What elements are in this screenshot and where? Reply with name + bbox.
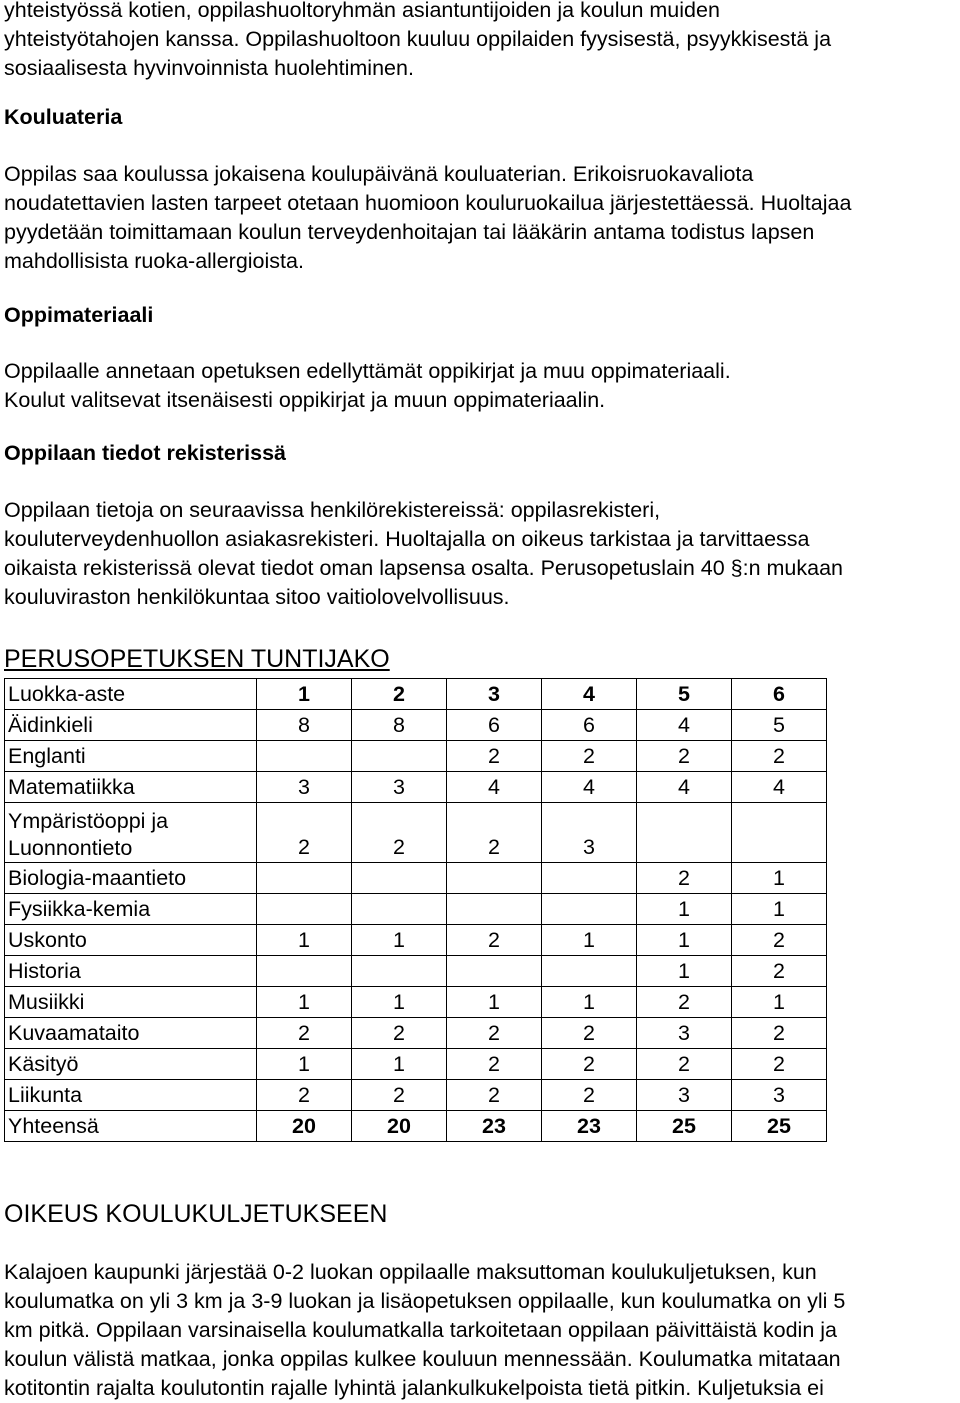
hours-cell: 2 xyxy=(352,1080,447,1111)
hours-cell xyxy=(447,863,542,894)
text-line: Oppilas saa koulussa jokaisena koulupäivänä kouluaterian. Erikoisruokavaliota xyxy=(4,162,754,186)
subject-cell xyxy=(5,772,257,803)
text-line: yhteistyötahojen kanssa. Oppilashuoltoon kuuluu oppilaiden fyysisestä, psyykkisestä ja xyxy=(4,27,832,51)
oppimateriaali-paragraph xyxy=(4,357,731,415)
text-line: Koulut valitsevat itsenäisesti oppikirjat ja muun oppimateriaalin. xyxy=(4,388,606,412)
text-line: Kalajoen kaupunki järjestää 0-2 luokan oppilaalle maksuttoman koulukuljetuksen, kun xyxy=(4,1260,817,1284)
hours-cell: 2 xyxy=(447,741,542,772)
hours-cell: 2 xyxy=(637,1049,732,1080)
table-row xyxy=(5,1049,827,1080)
hours-cell xyxy=(732,803,827,863)
hours-cell: 2 xyxy=(732,1049,827,1080)
hours-cell: 8 xyxy=(352,710,447,741)
hours-cell: 5 xyxy=(732,710,827,741)
table-row xyxy=(5,772,827,803)
hours-cell: 2 xyxy=(732,1018,827,1049)
text-line: Oppilaalle annetaan opetuksen edellyttämät oppikirjat ja muu oppimateriaali. xyxy=(4,359,731,383)
hours-cell xyxy=(542,894,637,925)
hours-cell: 2 xyxy=(352,679,447,710)
section-heading-kouluateria: Kouluateria xyxy=(4,105,123,129)
hours-cell xyxy=(257,741,352,772)
hours-cell xyxy=(542,863,637,894)
subject-label: Luonnontieto xyxy=(8,836,133,860)
subject-label: Fysiikka-kemia xyxy=(8,897,151,921)
hours-cell: 4 xyxy=(542,772,637,803)
hours-cell: 1 xyxy=(447,987,542,1018)
hours-cell: 23 xyxy=(542,1111,637,1142)
table-row xyxy=(5,710,827,741)
subject-cell xyxy=(5,679,257,710)
hours-cell: 3 xyxy=(447,679,542,710)
subject-cell xyxy=(5,1111,257,1142)
hours-cell: 1 xyxy=(257,679,352,710)
hours-cell: 6 xyxy=(447,710,542,741)
text-line: mahdollisista ruoka-allergioista. xyxy=(4,249,304,273)
text-line: oikaista rekisterissä olevat tiedot oman lapsensa osalta. Perusopetuslain 40 §:n mukaan xyxy=(4,556,843,580)
text-line: koulun välistä matkaa, jonka oppilas kulkee kouluun mennessään. Koulumatka mitataan xyxy=(4,1347,841,1371)
subject-cell xyxy=(5,987,257,1018)
hours-cell xyxy=(352,863,447,894)
hours-cell: 1 xyxy=(257,1049,352,1080)
hours-cell: 3 xyxy=(542,803,637,863)
hours-cell: 2 xyxy=(352,1018,447,1049)
kouluateria-paragraph xyxy=(4,160,851,276)
hours-cell: 3 xyxy=(637,1018,732,1049)
hours-cell xyxy=(447,894,542,925)
hours-cell: 2 xyxy=(447,1049,542,1080)
text-line: kouluterveydenhuollon asiakasrekisteri. Huoltajalla on oikeus tarkistaa ja tarvittaessa xyxy=(4,527,810,551)
hours-cell xyxy=(257,956,352,987)
subject-label: Yhteensä xyxy=(8,1114,99,1138)
subject-label: Luokka-aste xyxy=(8,682,126,706)
hours-cell: 1 xyxy=(542,925,637,956)
section-heading-oppimateriaali: Oppimateriaali xyxy=(4,303,154,327)
hours-cell: 1 xyxy=(732,863,827,894)
hours-cell: 1 xyxy=(352,1049,447,1080)
table-row xyxy=(5,1080,827,1111)
table-row xyxy=(5,956,827,987)
table-row xyxy=(5,987,827,1018)
subject-label: Ympäristöoppi ja xyxy=(8,809,169,833)
hours-cell: 2 xyxy=(637,987,732,1018)
hours-cell xyxy=(257,863,352,894)
subject-cell xyxy=(5,710,257,741)
hours-cell: 2 xyxy=(447,925,542,956)
text-line: yhteistyössä kotien, oppilashuoltoryhmän asiantuntijoiden ja koulun muiden xyxy=(4,0,720,22)
hours-cell: 2 xyxy=(542,1018,637,1049)
text-line: Oppilaan tietoja on seuraavissa henkilörekistereissä: oppilasrekisteri, xyxy=(4,498,661,522)
subject-cell xyxy=(5,1049,257,1080)
hours-cell: 25 xyxy=(637,1111,732,1142)
hours-cell: 1 xyxy=(637,925,732,956)
text-line: koulumatka on yli 3 km ja 3-9 luokan ja lisäopetuksen oppilaalle, kun koulumatka on yli 5 xyxy=(4,1289,846,1313)
hours-cell: 2 xyxy=(542,1049,637,1080)
hours-cell: 3 xyxy=(257,772,352,803)
table-row xyxy=(5,863,827,894)
hours-cell: 1 xyxy=(257,925,352,956)
hours-cell: 2 xyxy=(447,1080,542,1111)
subject-cell xyxy=(5,956,257,987)
hours-cell: 1 xyxy=(732,987,827,1018)
hours-cell: 1 xyxy=(637,894,732,925)
kuljetus-paragraph xyxy=(4,1258,845,1403)
hours-cell: 1 xyxy=(257,987,352,1018)
subject-label: Historia xyxy=(8,959,81,983)
table-row xyxy=(5,894,827,925)
hours-cell: 2 xyxy=(542,1080,637,1111)
subject-label: Äidinkieli xyxy=(8,713,93,737)
subject-cell xyxy=(5,925,257,956)
section-heading-tuntijako: PERUSOPETUKSEN TUNTIJAKO xyxy=(4,645,390,673)
subject-label: Käsityö xyxy=(8,1052,79,1076)
text-line: kouluviraston henkilökuntaa sitoo vaitiolovelvollisuus. xyxy=(4,585,510,609)
text-line: km pitkä. Oppilaan varsinaisella koulumatkalla tarkoitetaan oppilaan päivittäistä kodin ja xyxy=(4,1318,837,1342)
hours-cell: 1 xyxy=(352,987,447,1018)
hours-cell: 2 xyxy=(257,1018,352,1049)
hours-cell: 23 xyxy=(447,1111,542,1142)
subject-cell xyxy=(5,1080,257,1111)
table-row xyxy=(5,803,827,863)
text-line: noudatettavien lasten tarpeet otetaan huomioon kouluruokailua järjestettäessä. Huoltajaa xyxy=(4,191,852,215)
hours-cell: 2 xyxy=(732,741,827,772)
hours-cell: 1 xyxy=(352,925,447,956)
hours-cell: 4 xyxy=(732,772,827,803)
hours-cell: 3 xyxy=(637,1080,732,1111)
table-row xyxy=(5,741,827,772)
hours-cell xyxy=(257,894,352,925)
hours-cell: 3 xyxy=(732,1080,827,1111)
hours-cell: 2 xyxy=(257,1080,352,1111)
hours-cell: 4 xyxy=(447,772,542,803)
intro-paragraph xyxy=(4,0,831,83)
hours-cell: 5 xyxy=(637,679,732,710)
hours-cell: 2 xyxy=(637,863,732,894)
table-row xyxy=(5,1018,827,1049)
subject-label: Liikunta xyxy=(8,1083,83,1107)
hours-cell: 2 xyxy=(637,741,732,772)
hours-cell: 2 xyxy=(257,803,352,863)
hours-cell: 6 xyxy=(732,679,827,710)
hours-cell xyxy=(447,956,542,987)
table-total-row xyxy=(5,1111,827,1142)
subject-cell xyxy=(5,741,257,772)
hours-cell xyxy=(352,894,447,925)
hours-cell: 4 xyxy=(637,710,732,741)
hours-cell: 2 xyxy=(447,1018,542,1049)
subject-label: Musiikki xyxy=(8,990,85,1014)
hours-cell xyxy=(637,803,732,863)
subject-label: Englanti xyxy=(8,744,86,768)
hours-cell: 4 xyxy=(542,679,637,710)
hours-cell: 2 xyxy=(732,956,827,987)
hours-cell: 2 xyxy=(447,803,542,863)
hours-cell: 4 xyxy=(637,772,732,803)
hours-cell: 20 xyxy=(352,1111,447,1142)
section-heading-kuljetus: OIKEUS KOULUKULJETUKSEEN xyxy=(4,1200,388,1228)
subject-label: Uskonto xyxy=(8,928,87,952)
tuntijako-table xyxy=(4,678,827,1142)
section-heading-tiedot: Oppilaan tiedot rekisterissä xyxy=(4,441,286,465)
tiedot-paragraph xyxy=(4,496,843,612)
text-line: sosiaalisesta hyvinvoinnista huolehtiminen. xyxy=(4,56,414,80)
hours-cell: 6 xyxy=(542,710,637,741)
table-header-row xyxy=(5,679,827,710)
hours-cell: 1 xyxy=(637,956,732,987)
subject-label: Matematiikka xyxy=(8,775,135,799)
hours-cell: 2 xyxy=(732,925,827,956)
subject-label: Kuvaamataito xyxy=(8,1021,140,1045)
subject-cell xyxy=(5,1018,257,1049)
text-line: kotitontin rajalta koulutontin rajalle lyhintä jalankulkukelpoista tietä pitkin. Kuljetuksia ei xyxy=(4,1376,824,1400)
subject-cell xyxy=(5,894,257,925)
hours-cell: 8 xyxy=(257,710,352,741)
hours-cell: 20 xyxy=(257,1111,352,1142)
hours-cell: 25 xyxy=(732,1111,827,1142)
hours-cell: 2 xyxy=(542,741,637,772)
hours-cell xyxy=(352,956,447,987)
table-row xyxy=(5,925,827,956)
subject-cell xyxy=(5,803,257,863)
hours-cell: 1 xyxy=(732,894,827,925)
subject-cell xyxy=(5,863,257,894)
hours-cell: 2 xyxy=(352,803,447,863)
subject-label: Biologia-maantieto xyxy=(8,866,187,890)
hours-cell xyxy=(352,741,447,772)
hours-cell xyxy=(542,956,637,987)
hours-cell: 1 xyxy=(542,987,637,1018)
hours-cell: 3 xyxy=(352,772,447,803)
text-line: pyydetään toimittamaan koulun terveydenhoitajan tai lääkärin antama todistus lapsen xyxy=(4,220,815,244)
